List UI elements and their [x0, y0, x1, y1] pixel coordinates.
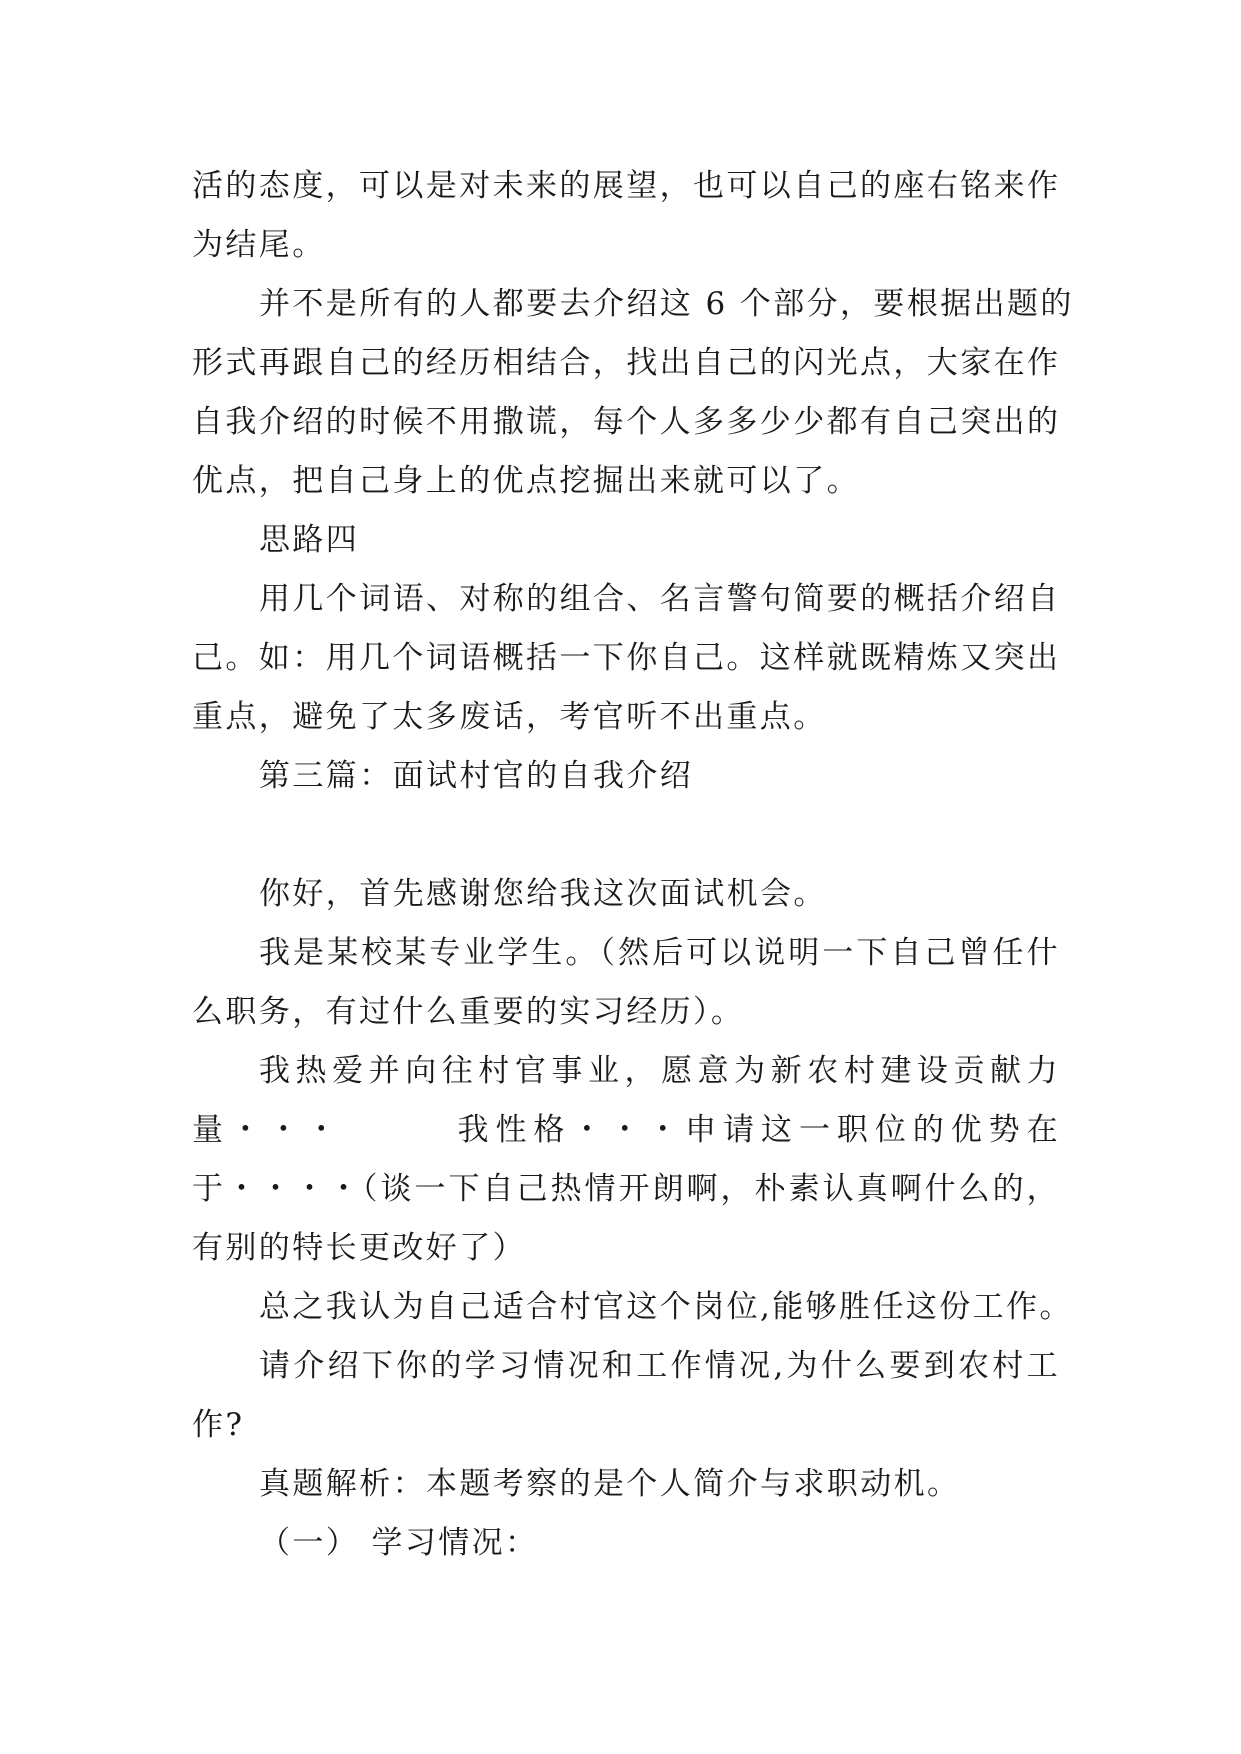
- text-line: 重点，避免了太多废话，考官听不出重点。: [192, 699, 827, 735]
- text-line: 真题解析：本题考察的是个人简介与求职动机。: [259, 1466, 961, 1502]
- text-line: 量・・・ 我性格・・・申请这一职位的优势在: [192, 1112, 1060, 1148]
- text-line: 自我介绍的时候不用撒谎，每个人多多少少都有自己突出的: [192, 404, 1061, 440]
- text-line: 有别的特长更改好了）: [192, 1230, 526, 1266]
- text-line: 思路四: [259, 522, 360, 558]
- paragraph-analysis: [192, 1455, 1060, 1514]
- text-line: 己。如：用几个词语概括一下你自己。这样就既精炼又突出: [192, 640, 1061, 676]
- blank-line: [192, 806, 1060, 865]
- text-line: 总之我认为自己适合村官这个岗位,能够胜任这份工作。: [259, 1289, 1073, 1325]
- text-line: 我热爱并向往村官事业，愿意为新农村建设贡献力: [259, 1053, 1060, 1089]
- text-line: 形式再跟自己的经历相结合，找出自己的闪光点，大家在作: [192, 345, 1061, 381]
- paragraph-greeting: [192, 865, 1060, 924]
- heading-approach-four: [192, 511, 1060, 570]
- paragraph-conclusion: [192, 1278, 1073, 1337]
- text-line: 么职务，有过什么重要的实习经历）。: [192, 994, 745, 1030]
- text-line: 优点，把自己身上的优点挖掘出来就可以了。: [192, 463, 860, 499]
- text-line: 用几个词语、对称的组合、名言警句简要的概括介绍自: [259, 581, 1061, 617]
- text-line: 我是某校某专业学生。（然后可以说明一下自己曾任什: [259, 935, 1060, 971]
- paragraph-school-major: [192, 924, 1060, 1042]
- document-body: [192, 157, 1074, 1573]
- text-line: 你好，首先感谢您给我这次面试机会。: [259, 876, 827, 912]
- text-line: 于・・・・（谈一下自己热情开朗啊，朴素认真啊什么的，: [192, 1171, 1060, 1207]
- text-line: 为结尾。: [192, 227, 326, 263]
- text-line: 请介绍下你的学习情况和工作情况,为什么要到农村工: [259, 1348, 1060, 1384]
- text-line: 活的态度，可以是对未来的展望，也可以自己的座右铭来作: [192, 168, 1061, 204]
- heading-part-three: [192, 747, 1060, 806]
- heading-study-status: [192, 1514, 1060, 1573]
- paragraph-keywords: [192, 570, 1060, 747]
- question-study-work: [192, 1337, 1060, 1455]
- text-line: 并不是所有的人都要去介绍这 6 个部分，要根据出题的: [259, 286, 1074, 322]
- text-line: （一） 学习情况：: [259, 1525, 539, 1561]
- text-line: 第三篇：面试村官的自我介绍: [259, 758, 694, 794]
- paragraph-highlights: [192, 275, 1074, 511]
- paragraph-continuation: [192, 157, 1060, 275]
- paragraph-motivation: [192, 1042, 1060, 1278]
- text-line: 作?: [192, 1407, 245, 1443]
